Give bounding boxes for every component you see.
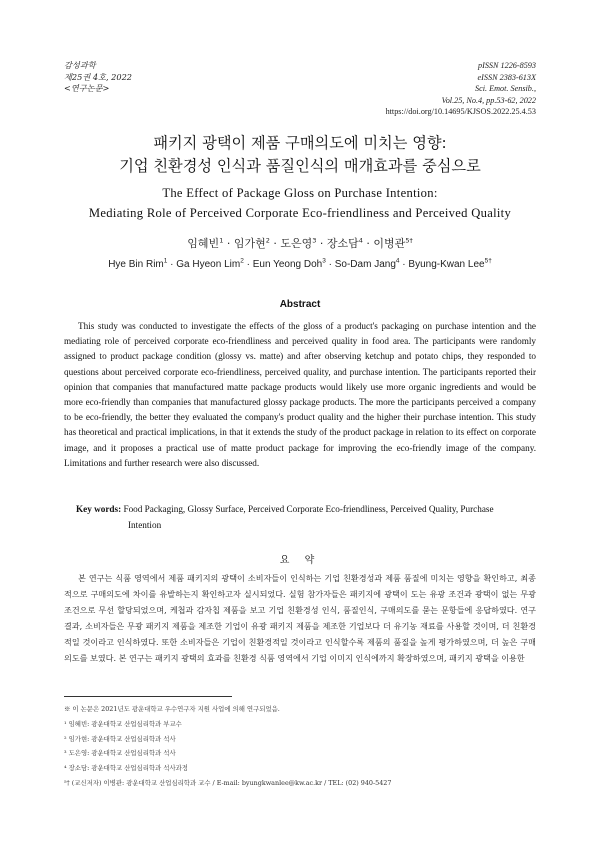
author-affiliation-mark: 2 [240,257,244,265]
keywords-line-2: Intention [128,519,162,530]
footnote-divider [64,696,232,697]
author-name: Ga Hyeon Lim [176,259,241,270]
keywords-label: Key words: [76,504,122,514]
author-name: Eun Yeong Doh [252,259,323,270]
author-affiliation-mark: 2 [265,236,270,245]
footnote-affiliation: ² 임가현: 광운대학교 산업심리학과 석사 [64,734,176,743]
author-affiliation-mark: 4 [358,236,363,245]
footnote-affiliation: ⁴ 장소담: 광운대학교 산업심리학과 석사과정 [64,764,188,773]
authors-english: Hye Bin Rim$^1$ · Ga Hyeon Lim$^2$ · Eun Yeong Doh$^3$ · So-Dam Jang$^4$ · Byung-Kwan Lee$^{5\dagger}$ [108,257,492,270]
footnote-affiliation: ³ 도은영: 광운대학교 산업심리학과 석사 [64,749,176,758]
author-affiliation-mark: 1 [219,236,224,245]
title-english-line-1: The Effect of Package Gloss on Purchase Intention: [162,186,438,200]
abstract-heading: Abstract [279,299,321,310]
author-name: So-Dam Jang [334,259,396,270]
title-korean [0,132,600,178]
volume-pages: Vol.25, No.4, pp.53-62, 2022 [441,95,536,105]
journal-volume: 제25권 4호, 2022 [64,71,132,82]
footnote-funding: ※ 이 논문은 2021년도 광운대학교 우수연구자 지원 사업에 의해 연구되었음. [64,705,280,713]
korean-abstract-text: 본 연구는 식품 영역에서 제품 패키지의 광택이 소비자들이 인식하는 기업 친환경성과 제품 품질에 미치는 영향을 확인하고, 최종적으로 구매의도에 차이를 유발하는지 확인하고자 실시되었다. 실험 참가자들은 패키지에 광택이 도는 유광 조건과 광택이 없는 무광 조건으로 무선 할당되었으며, 케첩과 감자칩 제품을 보고 기업 친환경성 인식, 품질인식, 구매의도를 묻는 문항들에 응답하였다. 연구 결과, 소비자들은 무광 패키지 제품을 제조한 기업이 유광 패키지 제품을 제조한 기업보다 더 유기농 재료를 사용할 것이며, 더 친환경적일 것이라고 인식하였다. 또한 소비자들은 기업이 친환경적일 것이라고 인식할수록 제품의 품질을 높게 평가하였으며, 더 높은 구매의도를 보였다. 본 연구는 패키지 광택의 효과를 친환경 식품 영역에서 기업 이미지 인식에까지 확장하였으며, 패키지 광택을 이용한 [64,573,537,663]
keywords [64,502,536,533]
author-affiliation-mark: 1 [163,257,168,265]
author-name: 도은영 [280,237,313,250]
footnote-affiliation: ¹ 임혜빈: 광운대학교 산업심리학과 부교수 [64,719,182,728]
korean-abstract-heading: 요 약 [279,555,321,566]
title-english-line-2: Mediating Role of Perceived Corporate Eco-friendliness and Perceived Quality [88,205,512,220]
author-name: 장소담 [326,237,359,250]
journal-name: 감성과학 [64,60,96,70]
authors-korean: 임혜빈$^1$ · 임가현$^2$ · 도은영$^3$ · 장소담$^4$ · 이병관$^{5\dagger}$ [187,236,413,250]
footnotes [64,702,544,791]
author-name: Byung-Kwan Lee [408,259,485,270]
author-name: Hye Bin Rim [108,259,164,270]
pissn: pISSN 1226-8593 [478,61,536,70]
author-affiliation-mark: 5† [405,236,413,245]
eissn: eISSN 2383-613X [477,72,536,82]
keywords-line-1: Food Packaging, Glossy Surface, Perceived Corporate Eco-friendliness, Perceived Quality, Purchase [123,504,494,514]
author-affiliation-mark: 3 [322,257,326,265]
abstract-text: This study was conducted to investigate the effects of the gloss of a product's packaging on purchase intention and the mediating role of perceived corporate eco-friendliness and perceived quality in food area. The participants were randomly assigned to product package condition (glossy vs. matte) and after observing ketchup and potato chips, they responded to questions about perceived corporate eco-friendliness, perceived quality, and purchase intention. The participants reported their opinion that companies that manufactured matte package products would likely use more organic ingredients and would be more eco-friendly than companies that manufactured glossy package products. The more the participants perceived a company to be eco-friendly, the better they evaluated the company's product quality and the higher their purchase intention. This study has theoretical and practical implications, in that it extends the study of the product package in relation to its effect on corporate image, and it proposes a practical use of matte product package for improving the eco-friendly image of the company. Limitations and further research were also discussed. [64,321,536,468]
author-name: 임가현 [233,237,266,250]
author-name: 임혜빈 [187,237,220,250]
journal-header-left [64,60,132,95]
author-affiliation-mark: 4 [395,257,400,265]
journal-header-right [386,60,536,118]
author-name: 이병관 [373,237,406,250]
title-korean-line-1: 패키지 광택이 제품 구매의도에 미치는 영향: [153,134,447,152]
author-affiliation-mark: 3 [312,236,317,245]
article-type: <연구논문> [64,83,110,93]
author-affiliation-mark: 5† [484,257,492,265]
title-korean-line-2: 기업 친환경성 인식과 품질인식의 매개효과를 중심으로 [119,157,481,175]
journal-abbreviation: Sci. Emot. Sensib., [475,84,536,93]
footnote-corresponding-author: ⁵† (교신저자) 이병관: 광운대학교 산업심리학과 교수 / E-mail: byungkwanlee@kw.ac.kr / TEL: (02) 940-5427 [64,778,392,787]
title-english [0,184,600,223]
doi-link[interactable]: https://doi.org/10.14695/KJSOS.2022.25.4.53 [385,107,536,116]
